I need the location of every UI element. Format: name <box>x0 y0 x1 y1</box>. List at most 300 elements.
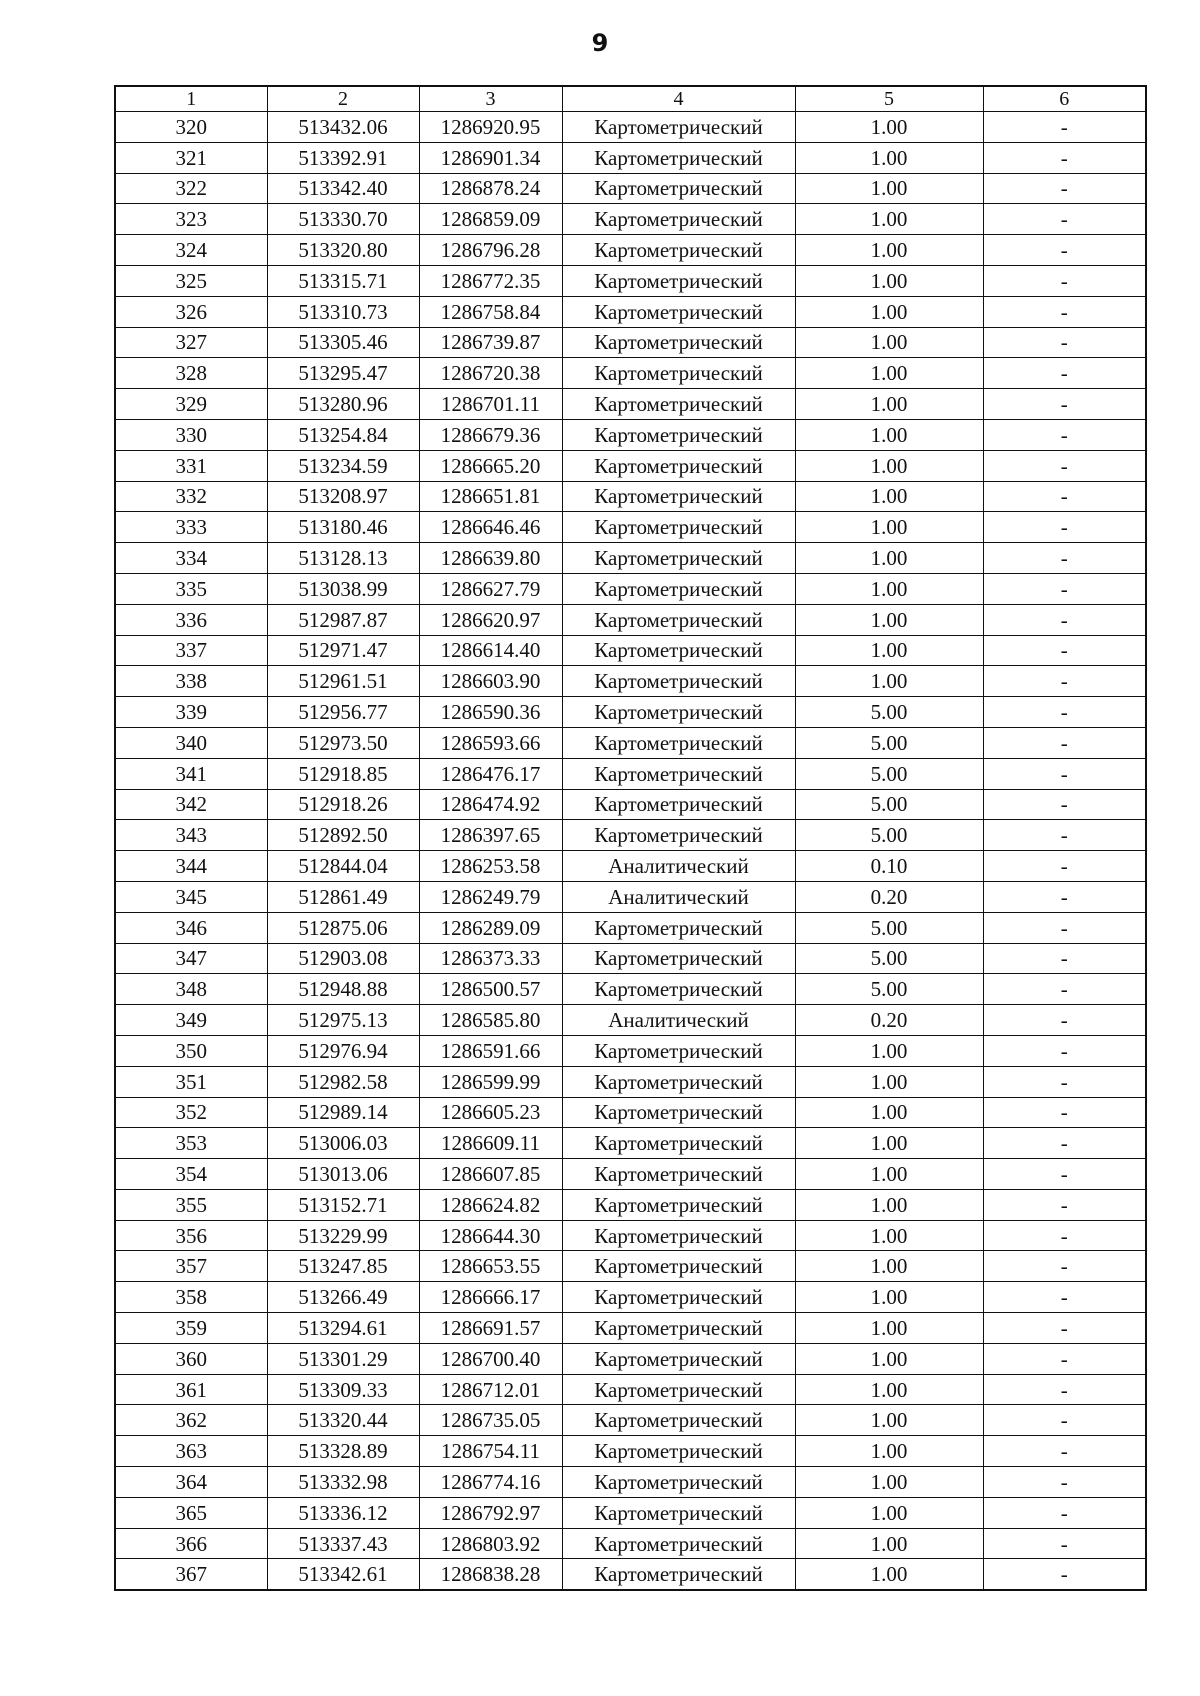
method-cell: Картометрический <box>562 327 795 358</box>
accuracy-cell: 1.00 <box>795 1282 983 1313</box>
method-cell: Картометрический <box>562 943 795 974</box>
note-cell: - <box>983 604 1146 635</box>
accuracy-cell: 1.00 <box>795 573 983 604</box>
point-number-cell: 351 <box>115 1066 267 1097</box>
method-cell: Картометрический <box>562 1497 795 1528</box>
table-row <box>115 1005 1146 1036</box>
x-coordinate-cell: 513294.61 <box>267 1313 419 1344</box>
y-coordinate-cell: 1286651.81 <box>419 481 562 512</box>
table-row <box>115 204 1146 235</box>
x-coordinate-cell: 512861.49 <box>267 881 419 912</box>
x-coordinate-cell: 512987.87 <box>267 604 419 635</box>
table-row <box>115 1159 1146 1190</box>
point-number-cell: 321 <box>115 142 267 173</box>
method-cell: Картометрический <box>562 1467 795 1498</box>
table-row <box>115 1313 1146 1344</box>
y-coordinate-cell: 1286803.92 <box>419 1528 562 1559</box>
note-cell: - <box>983 1128 1146 1159</box>
x-coordinate-cell: 513337.43 <box>267 1528 419 1559</box>
table-row <box>115 912 1146 943</box>
y-coordinate-cell: 1286593.66 <box>419 727 562 758</box>
note-cell: - <box>983 543 1146 574</box>
coordinates-table <box>114 85 1147 1591</box>
x-coordinate-cell: 513336.12 <box>267 1497 419 1528</box>
method-cell: Картометрический <box>562 697 795 728</box>
table-body <box>115 112 1146 1591</box>
table-row <box>115 173 1146 204</box>
note-cell: - <box>983 1282 1146 1313</box>
x-coordinate-cell: 512975.13 <box>267 1005 419 1036</box>
point-number-cell: 320 <box>115 112 267 143</box>
table-row <box>115 789 1146 820</box>
table-row <box>115 1467 1146 1498</box>
y-coordinate-cell: 1286792.97 <box>419 1497 562 1528</box>
method-cell: Картометрический <box>562 389 795 420</box>
table-row <box>115 235 1146 266</box>
method-cell: Аналитический <box>562 1005 795 1036</box>
x-coordinate-cell: 513006.03 <box>267 1128 419 1159</box>
table-row <box>115 1066 1146 1097</box>
accuracy-cell: 5.00 <box>795 912 983 943</box>
table-row <box>115 1189 1146 1220</box>
x-coordinate-cell: 513180.46 <box>267 512 419 543</box>
header-row <box>115 86 1146 112</box>
point-number-cell: 358 <box>115 1282 267 1313</box>
method-cell: Картометрический <box>562 820 795 851</box>
x-coordinate-cell: 513332.98 <box>267 1467 419 1498</box>
note-cell: - <box>983 1220 1146 1251</box>
note-cell: - <box>983 1559 1146 1590</box>
accuracy-cell: 1.00 <box>795 1128 983 1159</box>
accuracy-cell: 1.00 <box>795 1189 983 1220</box>
x-coordinate-cell: 513330.70 <box>267 204 419 235</box>
point-number-cell: 323 <box>115 204 267 235</box>
y-coordinate-cell: 1286373.33 <box>419 943 562 974</box>
method-cell: Картометрический <box>562 573 795 604</box>
method-cell: Картометрический <box>562 481 795 512</box>
method-cell: Картометрический <box>562 1559 795 1590</box>
table-header <box>115 86 1146 112</box>
x-coordinate-cell: 512892.50 <box>267 820 419 851</box>
accuracy-cell: 1.00 <box>795 481 983 512</box>
accuracy-cell: 1.00 <box>795 327 983 358</box>
method-cell: Картометрический <box>562 1220 795 1251</box>
method-cell: Картометрический <box>562 235 795 266</box>
table-row <box>115 604 1146 635</box>
x-coordinate-cell: 513305.46 <box>267 327 419 358</box>
table-row <box>115 1528 1146 1559</box>
x-coordinate-cell: 513328.89 <box>267 1436 419 1467</box>
table-row <box>115 358 1146 389</box>
note-cell: - <box>983 1097 1146 1128</box>
x-coordinate-cell: 513280.96 <box>267 389 419 420</box>
y-coordinate-cell: 1286796.28 <box>419 235 562 266</box>
accuracy-cell: 1.00 <box>795 1313 983 1344</box>
x-coordinate-cell: 512875.06 <box>267 912 419 943</box>
point-number-cell: 338 <box>115 666 267 697</box>
method-cell: Картометрический <box>562 173 795 204</box>
y-coordinate-cell: 1286838.28 <box>419 1559 562 1590</box>
y-coordinate-cell: 1286901.34 <box>419 142 562 173</box>
point-number-cell: 330 <box>115 419 267 450</box>
table-row <box>115 265 1146 296</box>
method-cell: Картометрический <box>562 974 795 1005</box>
accuracy-cell: 1.00 <box>795 1220 983 1251</box>
point-number-cell: 363 <box>115 1436 267 1467</box>
note-cell: - <box>983 1528 1146 1559</box>
y-coordinate-cell: 1286735.05 <box>419 1405 562 1436</box>
header-cell-1: 1 <box>115 86 267 112</box>
table-row <box>115 1374 1146 1405</box>
x-coordinate-cell: 512903.08 <box>267 943 419 974</box>
x-coordinate-cell: 512971.47 <box>267 635 419 666</box>
point-number-cell: 347 <box>115 943 267 974</box>
table-row <box>115 573 1146 604</box>
note-cell: - <box>983 1159 1146 1190</box>
note-cell: - <box>983 1405 1146 1436</box>
page-number: 9 <box>591 29 609 57</box>
note-cell: - <box>983 758 1146 789</box>
point-number-cell: 335 <box>115 573 267 604</box>
y-coordinate-cell: 1286653.55 <box>419 1251 562 1282</box>
accuracy-cell: 1.00 <box>795 1497 983 1528</box>
x-coordinate-cell: 512918.26 <box>267 789 419 820</box>
x-coordinate-cell: 513038.99 <box>267 573 419 604</box>
accuracy-cell: 1.00 <box>795 1467 983 1498</box>
note-cell: - <box>983 974 1146 1005</box>
x-coordinate-cell: 513128.13 <box>267 543 419 574</box>
point-number-cell: 340 <box>115 727 267 758</box>
point-number-cell: 325 <box>115 265 267 296</box>
method-cell: Картометрический <box>562 912 795 943</box>
note-cell: - <box>983 327 1146 358</box>
accuracy-cell: 1.00 <box>795 112 983 143</box>
point-number-cell: 341 <box>115 758 267 789</box>
y-coordinate-cell: 1286646.46 <box>419 512 562 543</box>
point-number-cell: 355 <box>115 1189 267 1220</box>
table-row <box>115 635 1146 666</box>
point-number-cell: 357 <box>115 1251 267 1282</box>
header-cell-2: 2 <box>267 86 419 112</box>
note-cell: - <box>983 727 1146 758</box>
x-coordinate-cell: 513342.40 <box>267 173 419 204</box>
accuracy-cell: 1.00 <box>795 635 983 666</box>
x-coordinate-cell: 513254.84 <box>267 419 419 450</box>
y-coordinate-cell: 1286474.92 <box>419 789 562 820</box>
accuracy-cell: 5.00 <box>795 974 983 1005</box>
point-number-cell: 361 <box>115 1374 267 1405</box>
x-coordinate-cell: 513392.91 <box>267 142 419 173</box>
y-coordinate-cell: 1286772.35 <box>419 265 562 296</box>
point-number-cell: 328 <box>115 358 267 389</box>
y-coordinate-cell: 1286754.11 <box>419 1436 562 1467</box>
header-cell-4: 4 <box>562 86 795 112</box>
point-number-cell: 344 <box>115 851 267 882</box>
y-coordinate-cell: 1286679.36 <box>419 419 562 450</box>
y-coordinate-cell: 1286620.97 <box>419 604 562 635</box>
note-cell: - <box>983 296 1146 327</box>
y-coordinate-cell: 1286739.87 <box>419 327 562 358</box>
note-cell: - <box>983 173 1146 204</box>
point-number-cell: 332 <box>115 481 267 512</box>
table-row <box>115 1405 1146 1436</box>
note-cell: - <box>983 1467 1146 1498</box>
point-number-cell: 322 <box>115 173 267 204</box>
note-cell: - <box>983 112 1146 143</box>
note-cell: - <box>983 1436 1146 1467</box>
y-coordinate-cell: 1286614.40 <box>419 635 562 666</box>
x-coordinate-cell: 513309.33 <box>267 1374 419 1405</box>
accuracy-cell: 1.00 <box>795 512 983 543</box>
note-cell: - <box>983 943 1146 974</box>
note-cell: - <box>983 820 1146 851</box>
point-number-cell: 342 <box>115 789 267 820</box>
accuracy-cell: 1.00 <box>795 543 983 574</box>
accuracy-cell: 5.00 <box>795 727 983 758</box>
y-coordinate-cell: 1286624.82 <box>419 1189 562 1220</box>
y-coordinate-cell: 1286639.80 <box>419 543 562 574</box>
point-number-cell: 336 <box>115 604 267 635</box>
method-cell: Картометрический <box>562 604 795 635</box>
table-row <box>115 851 1146 882</box>
note-cell: - <box>983 512 1146 543</box>
table-row <box>115 419 1146 450</box>
point-number-cell: 354 <box>115 1159 267 1190</box>
point-number-cell: 349 <box>115 1005 267 1036</box>
method-cell: Картометрический <box>562 1282 795 1313</box>
y-coordinate-cell: 1286397.65 <box>419 820 562 851</box>
note-cell: - <box>983 1005 1146 1036</box>
method-cell: Картометрический <box>562 1128 795 1159</box>
y-coordinate-cell: 1286878.24 <box>419 173 562 204</box>
method-cell: Картометрический <box>562 1035 795 1066</box>
table-row <box>115 1559 1146 1590</box>
x-coordinate-cell: 512973.50 <box>267 727 419 758</box>
method-cell: Картометрический <box>562 1097 795 1128</box>
y-coordinate-cell: 1286603.90 <box>419 666 562 697</box>
table-row <box>115 1282 1146 1313</box>
method-cell: Картометрический <box>562 1405 795 1436</box>
x-coordinate-cell: 513320.80 <box>267 235 419 266</box>
x-coordinate-cell: 512989.14 <box>267 1097 419 1128</box>
accuracy-cell: 1.00 <box>795 1343 983 1374</box>
accuracy-cell: 1.00 <box>795 204 983 235</box>
method-cell: Картометрический <box>562 1528 795 1559</box>
note-cell: - <box>983 635 1146 666</box>
y-coordinate-cell: 1286665.20 <box>419 450 562 481</box>
y-coordinate-cell: 1286605.23 <box>419 1097 562 1128</box>
accuracy-cell: 5.00 <box>795 789 983 820</box>
table-row <box>115 1436 1146 1467</box>
note-cell: - <box>983 1343 1146 1374</box>
note-cell: - <box>983 881 1146 912</box>
note-cell: - <box>983 573 1146 604</box>
note-cell: - <box>983 1497 1146 1528</box>
point-number-cell: 331 <box>115 450 267 481</box>
accuracy-cell: 1.00 <box>795 1405 983 1436</box>
x-coordinate-cell: 513152.71 <box>267 1189 419 1220</box>
note-cell: - <box>983 1374 1146 1405</box>
y-coordinate-cell: 1286607.85 <box>419 1159 562 1190</box>
note-cell: - <box>983 1189 1146 1220</box>
y-coordinate-cell: 1286476.17 <box>419 758 562 789</box>
table-row <box>115 1128 1146 1159</box>
point-number-cell: 365 <box>115 1497 267 1528</box>
note-cell: - <box>983 1251 1146 1282</box>
header-cell-3: 3 <box>419 86 562 112</box>
y-coordinate-cell: 1286758.84 <box>419 296 562 327</box>
accuracy-cell: 1.00 <box>795 1528 983 1559</box>
header-cell-6: 6 <box>983 86 1146 112</box>
header-cell-5: 5 <box>795 86 983 112</box>
point-number-cell: 362 <box>115 1405 267 1436</box>
x-coordinate-cell: 513342.61 <box>267 1559 419 1590</box>
note-cell: - <box>983 358 1146 389</box>
method-cell: Картометрический <box>562 419 795 450</box>
y-coordinate-cell: 1286666.17 <box>419 1282 562 1313</box>
x-coordinate-cell: 512948.88 <box>267 974 419 1005</box>
method-cell: Картометрический <box>562 296 795 327</box>
x-coordinate-cell: 513266.49 <box>267 1282 419 1313</box>
x-coordinate-cell: 512844.04 <box>267 851 419 882</box>
point-number-cell: 343 <box>115 820 267 851</box>
note-cell: - <box>983 265 1146 296</box>
accuracy-cell: 1.00 <box>795 1374 983 1405</box>
x-coordinate-cell: 512918.85 <box>267 758 419 789</box>
note-cell: - <box>983 481 1146 512</box>
note-cell: - <box>983 697 1146 728</box>
table-row <box>115 1343 1146 1374</box>
method-cell: Картометрический <box>562 112 795 143</box>
point-number-cell: 366 <box>115 1528 267 1559</box>
x-coordinate-cell: 513315.71 <box>267 265 419 296</box>
accuracy-cell: 0.20 <box>795 1005 983 1036</box>
x-coordinate-cell: 513320.44 <box>267 1405 419 1436</box>
method-cell: Картометрический <box>562 789 795 820</box>
method-cell: Аналитический <box>562 881 795 912</box>
method-cell: Картометрический <box>562 1159 795 1190</box>
accuracy-cell: 1.00 <box>795 142 983 173</box>
y-coordinate-cell: 1286701.11 <box>419 389 562 420</box>
point-number-cell: 345 <box>115 881 267 912</box>
accuracy-cell: 1.00 <box>795 666 983 697</box>
note-cell: - <box>983 142 1146 173</box>
note-cell: - <box>983 204 1146 235</box>
table-row <box>115 543 1146 574</box>
note-cell: - <box>983 1313 1146 1344</box>
point-number-cell: 346 <box>115 912 267 943</box>
accuracy-cell: 1.00 <box>795 358 983 389</box>
table-row <box>115 820 1146 851</box>
table-row <box>115 881 1146 912</box>
y-coordinate-cell: 1286644.30 <box>419 1220 562 1251</box>
table-row <box>115 1097 1146 1128</box>
point-number-cell: 364 <box>115 1467 267 1498</box>
method-cell: Картометрический <box>562 1436 795 1467</box>
accuracy-cell: 1.00 <box>795 173 983 204</box>
accuracy-cell: 5.00 <box>795 697 983 728</box>
point-number-cell: 339 <box>115 697 267 728</box>
point-number-cell: 327 <box>115 327 267 358</box>
y-coordinate-cell: 1286920.95 <box>419 112 562 143</box>
x-coordinate-cell: 513295.47 <box>267 358 419 389</box>
accuracy-cell: 1.00 <box>795 1097 983 1128</box>
method-cell: Картометрический <box>562 512 795 543</box>
point-number-cell: 356 <box>115 1220 267 1251</box>
x-coordinate-cell: 513208.97 <box>267 481 419 512</box>
accuracy-cell: 1.00 <box>795 265 983 296</box>
x-coordinate-cell: 513247.85 <box>267 1251 419 1282</box>
accuracy-cell: 5.00 <box>795 943 983 974</box>
x-coordinate-cell: 512976.94 <box>267 1035 419 1066</box>
method-cell: Картометрический <box>562 1343 795 1374</box>
method-cell: Картометрический <box>562 450 795 481</box>
table-row <box>115 450 1146 481</box>
method-cell: Картометрический <box>562 727 795 758</box>
point-number-cell: 329 <box>115 389 267 420</box>
y-coordinate-cell: 1286720.38 <box>419 358 562 389</box>
point-number-cell: 353 <box>115 1128 267 1159</box>
table-row <box>115 727 1146 758</box>
y-coordinate-cell: 1286712.01 <box>419 1374 562 1405</box>
method-cell: Картометрический <box>562 204 795 235</box>
table-row <box>115 974 1146 1005</box>
accuracy-cell: 1.00 <box>795 1559 983 1590</box>
table-row <box>115 943 1146 974</box>
note-cell: - <box>983 666 1146 697</box>
method-cell: Аналитический <box>562 851 795 882</box>
point-number-cell: 359 <box>115 1313 267 1344</box>
table-row <box>115 112 1146 143</box>
method-cell: Картометрический <box>562 1189 795 1220</box>
note-cell: - <box>983 1066 1146 1097</box>
table-row <box>115 758 1146 789</box>
y-coordinate-cell: 1286627.79 <box>419 573 562 604</box>
y-coordinate-cell: 1286859.09 <box>419 204 562 235</box>
method-cell: Картометрический <box>562 142 795 173</box>
table-row <box>115 1035 1146 1066</box>
table-row <box>115 327 1146 358</box>
note-cell: - <box>983 851 1146 882</box>
y-coordinate-cell: 1286774.16 <box>419 1467 562 1498</box>
method-cell: Картометрический <box>562 1313 795 1344</box>
table-row <box>115 142 1146 173</box>
accuracy-cell: 1.00 <box>795 1159 983 1190</box>
y-coordinate-cell: 1286609.11 <box>419 1128 562 1159</box>
table-row <box>115 697 1146 728</box>
accuracy-cell: 1.00 <box>795 1251 983 1282</box>
method-cell: Картометрический <box>562 1066 795 1097</box>
point-number-cell: 352 <box>115 1097 267 1128</box>
accuracy-cell: 1.00 <box>795 235 983 266</box>
x-coordinate-cell: 513013.06 <box>267 1159 419 1190</box>
x-coordinate-cell: 513310.73 <box>267 296 419 327</box>
x-coordinate-cell: 513229.99 <box>267 1220 419 1251</box>
accuracy-cell: 1.00 <box>795 419 983 450</box>
y-coordinate-cell: 1286253.58 <box>419 851 562 882</box>
point-number-cell: 326 <box>115 296 267 327</box>
method-cell: Картометрический <box>562 1251 795 1282</box>
method-cell: Картометрический <box>562 666 795 697</box>
y-coordinate-cell: 1286599.99 <box>419 1066 562 1097</box>
note-cell: - <box>983 789 1146 820</box>
table-row <box>115 389 1146 420</box>
point-number-cell: 348 <box>115 974 267 1005</box>
accuracy-cell: 0.20 <box>795 881 983 912</box>
point-number-cell: 360 <box>115 1343 267 1374</box>
y-coordinate-cell: 1286691.57 <box>419 1313 562 1344</box>
y-coordinate-cell: 1286590.36 <box>419 697 562 728</box>
